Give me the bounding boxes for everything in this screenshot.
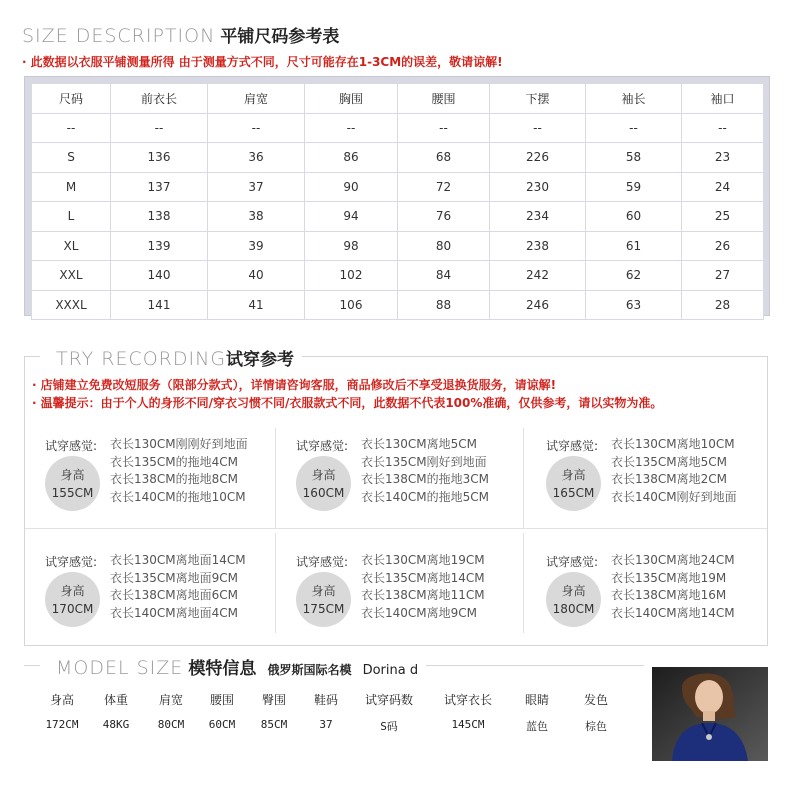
- size-header-cell: 袖口: [682, 84, 764, 114]
- height-badge-label: 身高: [311, 584, 336, 598]
- size-value-cell: 86: [305, 143, 398, 173]
- size-value-cell: 138: [111, 202, 208, 232]
- size-value-cell: 23: [682, 143, 764, 173]
- size-table-header-row: [32, 84, 764, 114]
- size-label-cell: XL: [32, 231, 111, 261]
- model-subtitle: 俄罗斯国际名模: [267, 663, 352, 677]
- try-feel-lines: [611, 436, 737, 506]
- model-value: 棕色: [585, 720, 607, 733]
- height-badge: [45, 572, 100, 627]
- try-left-border: [24, 356, 25, 646]
- size-table-row: [32, 290, 764, 320]
- try-feel-line: 衣长138CM离地面6CM: [110, 588, 239, 602]
- try-note-1: · 店铺建立免费改短服务（限部分款式），详情请咨询客服，商品修改后不享受退换货服务，请谅解!: [32, 378, 557, 392]
- height-badge-label: 身高: [311, 468, 336, 482]
- model-title-en: MODEL SIZE: [56, 657, 184, 679]
- height-badge: [45, 456, 100, 511]
- height-badge-value: 170CM: [51, 602, 94, 616]
- size-value-cell: 102: [305, 261, 398, 291]
- size-label-cell: XXL: [32, 261, 111, 291]
- model-title-cn: 模特信息: [188, 659, 257, 679]
- size-value-cell: --: [490, 113, 586, 143]
- size-title-cn: 平铺尺码参考表: [220, 27, 340, 47]
- try-feel-line: 衣长138CM离地2CM: [611, 472, 728, 486]
- model-header: 试穿衣长: [443, 693, 492, 707]
- size-value-cell: --: [586, 113, 682, 143]
- try-feel-label: 试穿感觉:: [296, 439, 349, 453]
- size-value-cell: 94: [305, 202, 398, 232]
- model-header: 发色: [583, 693, 608, 707]
- height-badge: [546, 572, 601, 627]
- size-label-cell: M: [32, 172, 111, 202]
- size-value-cell: 139: [111, 231, 208, 261]
- height-badge: [296, 572, 351, 627]
- size-value-cell: 41: [208, 290, 305, 320]
- size-value-cell: 28: [682, 290, 764, 320]
- size-value-cell: 38: [208, 202, 305, 232]
- size-value-cell: 136: [111, 143, 208, 173]
- try-feel-line: 衣长130CM刚刚好到地面: [110, 437, 248, 451]
- model-value: 48KG: [102, 718, 130, 731]
- try-feel-line: 衣长130CM离地19CM: [361, 553, 485, 567]
- size-value-cell: 58: [586, 143, 682, 173]
- try-feel-label: 试穿感觉:: [546, 439, 599, 453]
- try-note-2: · 温馨提示：由于个人的身形不同/穿衣习惯不同/衣服款式不同，此数据不代表100%准确，仅供参考，请以实物为准。: [32, 396, 663, 410]
- try-divider-v: [523, 533, 524, 633]
- size-value-cell: 98: [305, 231, 398, 261]
- size-header-cell: 尺码: [32, 84, 111, 114]
- size-header-cell: 前衣长: [111, 84, 208, 114]
- try-feel-line: 衣长135CM刚好到地面: [361, 454, 487, 469]
- try-divider-v: [523, 428, 524, 528]
- size-value-cell: --: [682, 113, 764, 143]
- size-value-cell: 59: [586, 172, 682, 202]
- height-badge-label: 身高: [561, 584, 586, 598]
- size-value-cell: 230: [490, 172, 586, 202]
- model-header: 试穿码数: [364, 693, 413, 707]
- try-feel-line: 衣长130CM离地5CM: [361, 437, 478, 451]
- size-header-cell: 胸围: [305, 84, 398, 114]
- model-header: 腰围: [209, 693, 234, 707]
- size-value-cell: 84: [398, 261, 490, 291]
- model-header: 眼睛: [524, 693, 549, 707]
- try-feel-line: 衣长130CM离地面14CM: [110, 553, 246, 567]
- size-table-row: [32, 261, 764, 291]
- size-value-cell: 68: [398, 143, 490, 173]
- try-feel-label: 试穿感觉:: [45, 439, 98, 453]
- model-name: Dorina d: [362, 663, 419, 678]
- size-value-cell: 25: [682, 202, 764, 232]
- size-value-cell: 141: [111, 290, 208, 320]
- size-value-cell: 88: [398, 290, 490, 320]
- height-badge: [546, 456, 601, 511]
- model-value: 蓝色: [526, 720, 548, 733]
- height-badge-label: 身高: [561, 468, 586, 482]
- height-badge-value: 155CM: [51, 486, 94, 500]
- try-feel-line: 衣长138CM离地11CM: [361, 588, 485, 602]
- size-value-cell: 63: [586, 290, 682, 320]
- model-section-title: [40, 654, 426, 679]
- size-table-row: [32, 172, 764, 202]
- size-header-cell: 袖长: [586, 84, 682, 114]
- try-title-en: TRY RECORDING: [56, 348, 227, 370]
- size-value-cell: 62: [586, 261, 682, 291]
- model-header: 身高: [49, 693, 74, 707]
- try-section-title: [40, 345, 302, 370]
- try-feel-line: 衣长135CM的拖地4CM: [110, 454, 239, 469]
- try-divider-v: [275, 533, 276, 633]
- try-divider-h: [25, 528, 767, 529]
- try-feel-label: 试穿感觉:: [296, 555, 349, 569]
- size-value-cell: 26: [682, 231, 764, 261]
- try-feel-line: 衣长138CM的拖地3CM: [361, 472, 490, 486]
- model-photo-image: [652, 667, 768, 761]
- size-value-cell: --: [305, 113, 398, 143]
- size-value-cell: 27: [682, 261, 764, 291]
- try-feel-line: 衣长140CM刚好到地面: [611, 489, 737, 504]
- model-value: S码: [380, 720, 398, 733]
- try-feel-line: 衣长138CM离地16M: [611, 588, 727, 602]
- try-feel-line: 衣长140CM离地14CM: [611, 605, 735, 620]
- size-table-row: [32, 143, 764, 173]
- size-value-cell: 72: [398, 172, 490, 202]
- size-value-cell: 61: [586, 231, 682, 261]
- size-table-row: [32, 202, 764, 232]
- size-table: [31, 83, 764, 320]
- size-value-cell: 140: [111, 261, 208, 291]
- model-value: 85CM: [260, 718, 288, 731]
- size-title-en: SIZE DESCRIPTION: [22, 25, 216, 47]
- try-feel-lines: [110, 552, 246, 622]
- model-value: 60CM: [208, 718, 236, 731]
- size-value-cell: 90: [305, 172, 398, 202]
- height-badge-value: 160CM: [302, 486, 345, 500]
- size-label-cell: XXXL: [32, 290, 111, 320]
- model-value: 172CM: [45, 718, 79, 731]
- model-value: 80CM: [157, 718, 185, 731]
- try-feel-line: 衣长135CM离地面9CM: [110, 570, 239, 585]
- try-feel-line: 衣长140CM离地9CM: [361, 605, 478, 620]
- size-table-row: [32, 113, 764, 143]
- size-value-cell: 76: [398, 202, 490, 232]
- size-value-cell: 60: [586, 202, 682, 232]
- try-divider-v: [275, 428, 276, 528]
- size-note: · 此数据以衣服平铺测量所得 由于测量方式不同，尺寸可能存在1-3CM的误差，敬请谅解!: [22, 55, 503, 69]
- try-feel-lines: [361, 552, 485, 622]
- model-value: 37: [319, 718, 333, 731]
- try-feel-line: 衣长140CM离地面4CM: [110, 605, 239, 620]
- size-value-cell: --: [111, 113, 208, 143]
- size-value-cell: 242: [490, 261, 586, 291]
- try-feel-line: 衣长135CM离地14CM: [361, 570, 485, 585]
- try-bottom-border: [24, 645, 768, 646]
- model-header: 体重: [103, 693, 128, 707]
- size-header-cell: 下摆: [490, 84, 586, 114]
- try-right-border: [767, 356, 768, 646]
- size-value-cell: 246: [490, 290, 586, 320]
- size-value-cell: 24: [682, 172, 764, 202]
- height-badge-value: 180CM: [552, 602, 595, 616]
- size-value-cell: 106: [305, 290, 398, 320]
- size-label-cell: S: [32, 143, 111, 173]
- size-label-cell: L: [32, 202, 111, 232]
- model-photo: [652, 667, 768, 761]
- try-feel-lines: [110, 436, 248, 506]
- size-table-row: [32, 231, 764, 261]
- try-feel-line: 衣长135CM离地5CM: [611, 454, 728, 469]
- try-feel-label: 试穿感觉:: [546, 555, 599, 569]
- size-value-cell: 39: [208, 231, 305, 261]
- size-table-panel: [24, 76, 770, 316]
- try-feel-line: 衣长140CM的拖地5CM: [361, 489, 490, 504]
- try-feel-line: 衣长135CM离地19M: [611, 570, 727, 585]
- try-feel-lines: [361, 436, 489, 506]
- height-badge-value: 165CM: [552, 486, 595, 500]
- try-feel-line: 衣长130CM离地10CM: [611, 437, 735, 451]
- try-feel-line: 衣长130CM离地24CM: [611, 553, 735, 567]
- try-feel-line: 衣长140CM的拖地10CM: [110, 489, 246, 504]
- size-value-cell: 80: [398, 231, 490, 261]
- size-label-cell: --: [32, 113, 111, 143]
- size-header-cell: 腰围: [398, 84, 490, 114]
- model-value: 145CM: [451, 718, 485, 731]
- size-value-cell: 234: [490, 202, 586, 232]
- size-value-cell: 40: [208, 261, 305, 291]
- size-value-cell: 36: [208, 143, 305, 173]
- try-feel-lines: [611, 552, 735, 622]
- size-value-cell: 238: [490, 231, 586, 261]
- height-badge-value: 175CM: [302, 602, 345, 616]
- size-header-cell: 肩宽: [208, 84, 305, 114]
- height-badge-label: 身高: [60, 468, 85, 482]
- try-title-cn: 试穿参考: [226, 350, 295, 370]
- model-header: 肩宽: [158, 693, 183, 707]
- height-badge-label: 身高: [60, 584, 85, 598]
- size-value-cell: 37: [208, 172, 305, 202]
- size-value-cell: 226: [490, 143, 586, 173]
- size-value-cell: --: [208, 113, 305, 143]
- try-feel-line: 衣长138CM的拖地8CM: [110, 472, 239, 486]
- size-value-cell: 137: [111, 172, 208, 202]
- try-feel-label: 试穿感觉:: [45, 555, 98, 569]
- size-value-cell: --: [398, 113, 490, 143]
- size-section-title: [22, 22, 339, 47]
- model-header: 鞋码: [313, 693, 338, 707]
- model-header: 臀围: [261, 693, 286, 707]
- height-badge: [296, 456, 351, 511]
